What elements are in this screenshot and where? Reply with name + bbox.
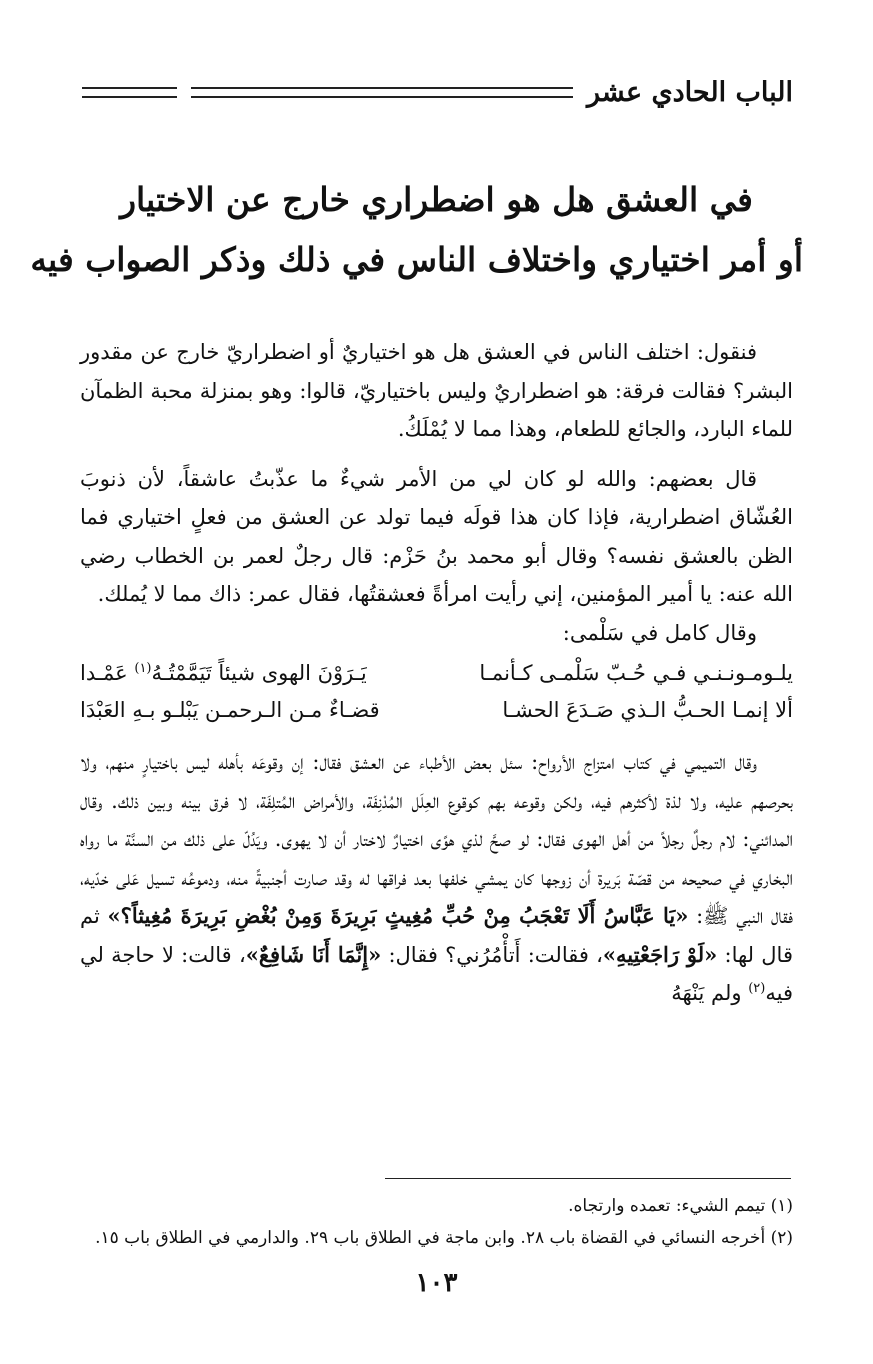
verse-1-second-text: يَـرَوْنَ الهوى شيئاً تَيَمَّمْتُـهُ — [151, 661, 367, 685]
page-number: ١٠٣ — [415, 1268, 458, 1298]
hadith-quote-1: «يَا عَبَّاسُ أَلَا تَعْجَبُ مِنْ حُبِّ مُغِيثٍ بَرِيرَةَ وَمِنْ بُغْضِ بَرِيرَةَ مُغِيثاً؟» — [107, 903, 689, 928]
paragraph-4 — [80, 743, 793, 1013]
poem — [80, 655, 793, 729]
chapter-title-line-1: في العشق هل هو اضطراري خارج عن الاختيار — [120, 180, 753, 219]
running-header — [82, 62, 793, 122]
chapter-title-line-2: أو أمر اختياري واختلاف الناس في ذلك وذكر الصواب فيه — [30, 240, 803, 279]
footnote-separator — [385, 1178, 791, 1179]
verse-1-first-hemistich: يلـومـونـنـي فـي حُـبّ سَلْمـى كـأنمـا — [479, 661, 793, 685]
poem-verse-1 — [80, 655, 793, 692]
header-rule-long — [191, 87, 573, 98]
footnotes — [70, 1190, 793, 1254]
paragraph-4-text-d: ، قالت: لا حاجة لي فيه — [80, 942, 793, 1005]
paragraph-4-text-e: ولم يَنْهَهُ — [671, 981, 749, 1005]
verse-2-second-hemistich: قضـاءٌ مـن الـرحمـن يَبْلـو بـهِ العَبْدَا — [80, 698, 380, 722]
paragraph-2: قال بعضهم: والله لو كان لي من الأمر شيءٌ ما عذّبتُ عاشقاً، لأن ذنوبَ العُشّاق اضطرارية، فإذا كان هذا قولَه فيما تولد عن العشق من فعلٍ اختياري فما الظن بالعشق نفسه؟ وقال أبو محمد بنُ حَزْم: قال رجلٌ لعمر بن الخطاب رضي الله عنه: يا أمير المؤمنين، إني رأيت امرأةً فعشقتُها، فقال عمر: ذاك مما لا يُملك. — [80, 466, 793, 606]
chapter-title — [30, 170, 803, 290]
hadith-quote-3: «إِنَّمَا أَنَا شَافِعٌ» — [245, 941, 382, 967]
body-text — [80, 333, 793, 1013]
header-double-rule — [82, 87, 573, 98]
footnote-ref-2: (٢) — [748, 981, 766, 996]
header-rule-short — [82, 87, 177, 98]
poem-verse-2 — [80, 692, 793, 729]
verse-2-first-hemistich: ألا إنمـا الحـبُّ الـذي صَـدَعَ الحشـا — [502, 698, 793, 722]
footnote-2: (٢) أخرجه النسائي في القضاة باب ٢٨. وابن ماجة في الطلاق باب ٢٩. والدارمي في الطلاق باب ١٥. — [95, 1228, 793, 1248]
paragraph-4-text-c: ، فقالت: أَتأْمُرُني؟ فقال: — [381, 942, 603, 967]
verse-1-second-hemistich — [80, 655, 415, 692]
chapter-header-title: الباب الحادي عشر — [587, 76, 793, 108]
verse-1-second-end: عَمْـدا — [80, 661, 135, 685]
footnote-ref-1: (١) — [134, 661, 152, 676]
footnote-1: (١) تيمم الشيء: تعمده وارتجاه. — [568, 1196, 793, 1216]
paragraph-4-text-a: وقال التميمي في كتاب امتزاج الأرواح: سئل بعض الأطباء عن العشق فقال: إن وقوعَه بأهله ليس باختيارٍ منهم، ولا بحرصهم عليه، ولا لذة لأكثرهم فيه، ولكن وقوعه بهم كوقوع العِلَل المُدْنِفَة، والأمراض المُتلِفَة، لا فرق بينه وبين ذلك. وقال المدائني: لام رجلٌ رجلاً من أهل الهوى فقال: لو صحَّ لذي هوًى اختيارٌ لاختار أن لا يهوى. ويَدُلّ على ذلك من السنَّة ما رواه البخاري في صحيحه من قصّة بَريرة أن زوجها كان يمشي خلفها بعد فراقها له وقد صارت أجنبيةً منه، ودموعُه تسيل عَلى خدّيه، فقال النبي ﷺ: — [80, 750, 794, 928]
paragraph-1: فنقول: اختلف الناس في العشق هل هو اختياريٌ أو اضطراريّ خارج عن مقدور البشر؟ فقالت فرقة: هو اضطراريٌ وليس باختياريّ، قالوا: وهو بمنزلة محبة الظمآن للماء البارد، والجائع للطعام، وهذا مما لا يُمْلَكُ. — [80, 340, 793, 441]
paragraph-3: وقال كامل في سَلْمى: — [562, 620, 757, 645]
hadith-quote-2: «لَوْ رَاجَعْتِيهِ» — [602, 941, 718, 967]
paragraph-4-text-b: ثم قال لها: — [80, 904, 793, 967]
